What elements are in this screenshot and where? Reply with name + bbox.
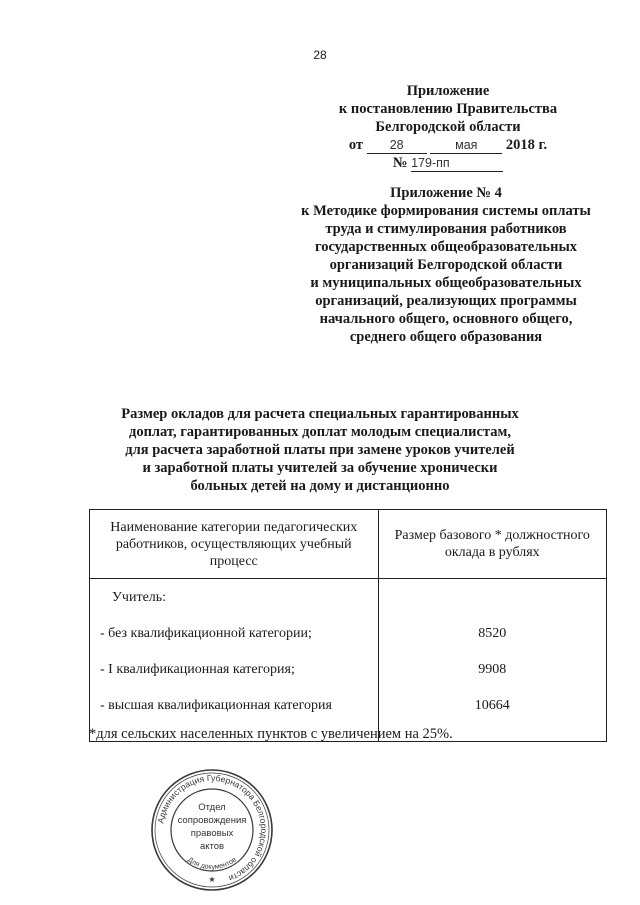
official-stamp [150,768,274,892]
annex4-block [266,184,626,346]
annex4-line: и муниципальных общеобразовательных [310,275,582,291]
stamp-center-line: актов [199,841,225,852]
salary-value: 9908 [478,662,507,677]
title-line: для расчета заработной платы при замене уроков учителей [125,442,515,458]
date-year: 2018 г. [505,137,548,153]
annex4-line: государственных общеобразовательных [314,239,578,255]
approval-line-3: Белгородской области [375,119,521,135]
number-value: 179-пп [411,156,503,172]
number-prefix: № [392,155,408,171]
title-line: больных детей на дому и дистанционно [190,478,450,494]
category-cell [90,579,379,742]
annex4-line: организаций Белгородской области [329,257,563,273]
group-label: Учитель: [112,590,167,605]
approval-block [318,82,578,172]
salary-cell [378,579,606,742]
title-line: и заработной платы учителей за обучение хронически [142,460,498,476]
salary-value: 10664 [474,698,510,713]
page-number: 28 [313,48,327,62]
stamp-center-line: сопровождения [177,815,247,826]
annex4-line: к Методике формирования системы оплаты [301,203,591,219]
approval-line-1: Приложение [406,83,490,99]
approval-line-2: к постановлению Правительства [338,101,558,117]
salary-value: 8520 [478,626,507,641]
approval-date-line [318,136,578,154]
header-category: Наименование категории педагогических работников, осуществляющих учебный процесс [90,510,379,579]
annex4-line: начального общего, основного общего, [319,311,573,327]
stamp-star-icon: ★ [208,875,216,884]
document-title [120,405,520,495]
approval-number-line [318,154,578,172]
category-item: - без квалификационной категории; [100,626,312,641]
header-salary: Размер базового * должностного оклада в рублях [378,510,606,579]
category-item: - высшая квалификационная категория [100,698,332,713]
table-row [90,579,607,742]
stamp-ring-text: Администрация Губернатора Белгородской области [155,772,270,884]
footnote: *для сельских населенных пунктов с увеличением на 25%. [89,726,453,742]
table-header-row [90,510,607,579]
date-day: 28 [367,138,427,154]
annex4-line: Приложение № 4 [390,185,502,201]
date-prefix: от [348,137,364,153]
annex4-line: организаций, реализующих программы [315,293,577,309]
annex4-line: труда и стимулирования работников [325,221,567,237]
title-line: доплат, гарантированных доплат молодым специалистам, [128,424,511,440]
annex4-line: среднего общего образования [349,329,543,345]
stamp-center-line: правовых [190,828,234,839]
category-item: - I квалификационная категория; [100,662,295,677]
date-month: мая [430,138,502,154]
salary-table [89,509,607,742]
stamp-center-line: Отдел [198,802,226,813]
stamp-bottom-text: Для документов [186,856,238,871]
title-line: Размер окладов для расчета специальных гарантированных [121,406,519,422]
